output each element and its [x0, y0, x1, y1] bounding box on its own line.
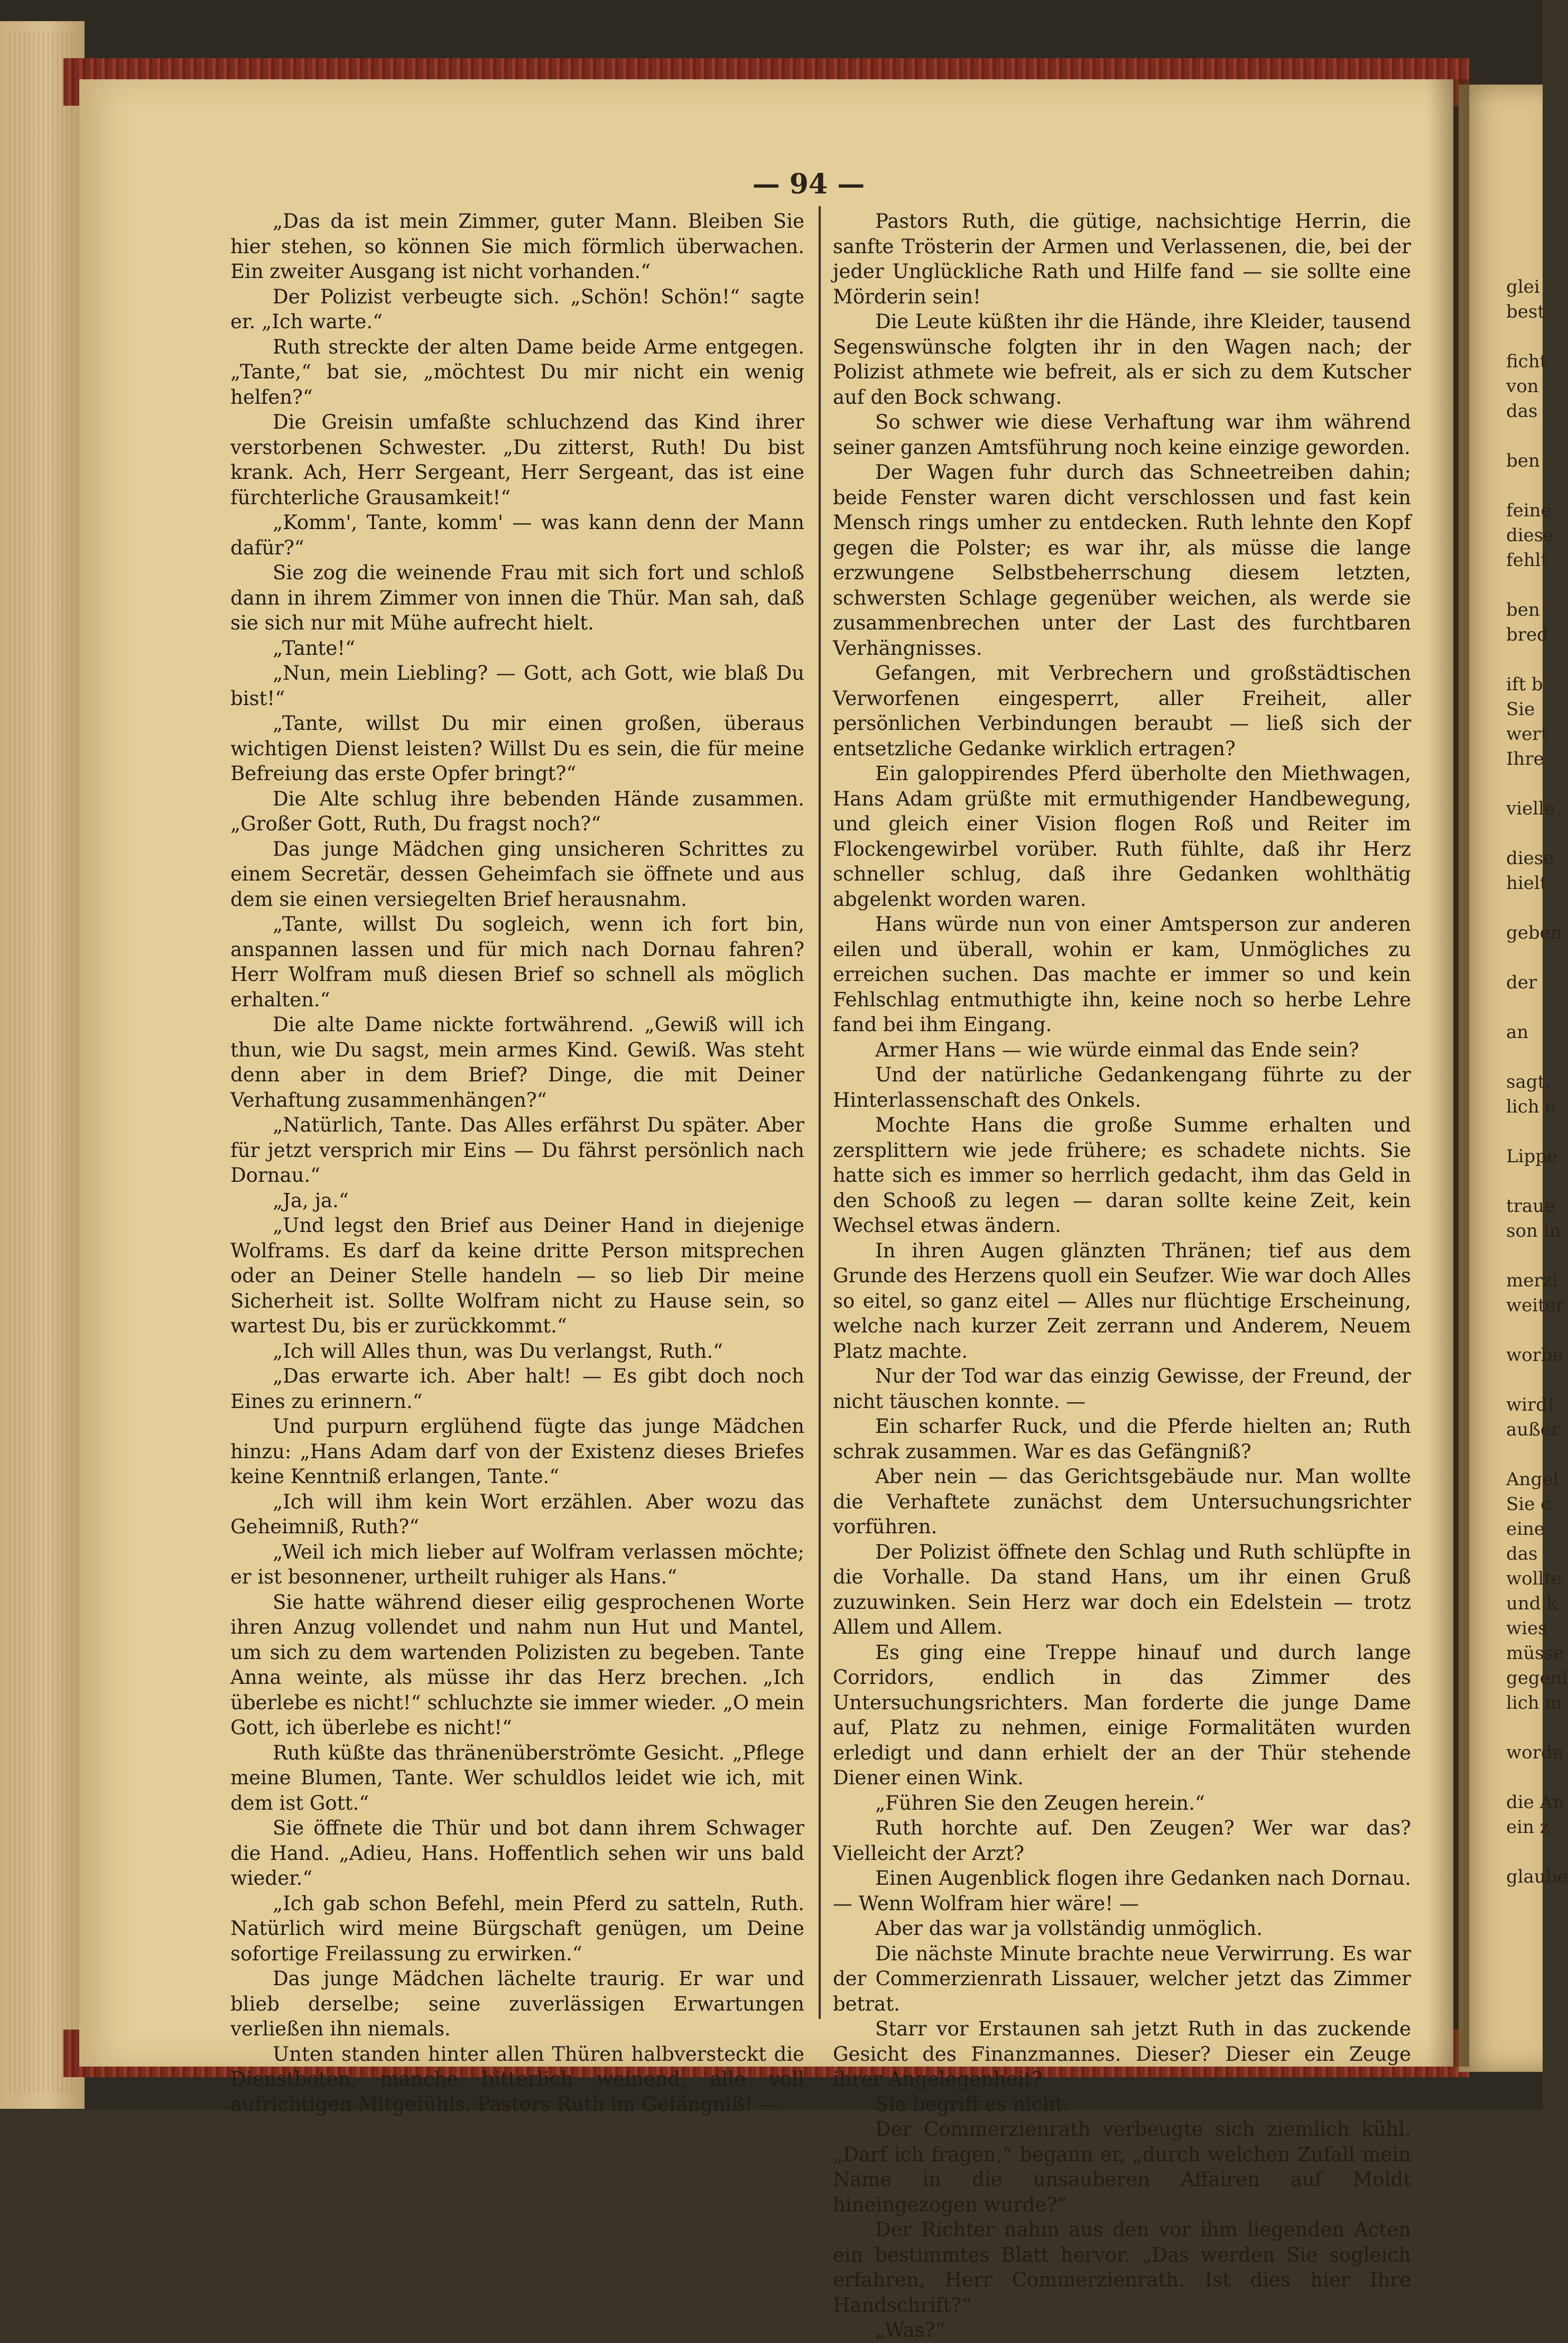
- paragraph: „Tante, willst Du sogleich, wenn ich fort bin, anspannen lassen und für mich nach Dornau fahren? Herr Wolfram muß diesen Brief so schnell als möglich erhalten.“: [230, 913, 804, 1011]
- paragraph: Mochte Hans die große Summe erhalten und zersplittern wie jede frühere; es schadete nichts. Sie hatte sich es immer so herrlich gedacht, ihm das Geld in den Schooß zu legen — daran sollte keine Zeit, kein Wechsel etwas ändern.: [833, 1114, 1411, 1237]
- paragraph: Die nächste Minute brachte neue Verwirrung. Es war der Commerzienrath Lissauer, welcher jetzt das Zimmer betrat.: [833, 1942, 1411, 2015]
- next-page-fragment: [1506, 821, 1543, 846]
- next-page-fragment: [1506, 424, 1543, 449]
- next-page-fragment: glaube: [1506, 1866, 1568, 1887]
- next-page-fragment: diese: [1506, 848, 1554, 869]
- paragraph: Es ging eine Treppe hinauf und durch lange Corridors, endlich in das Zimmer des Untersuchungsrichters. Man forderte die junge Dame auf, Platz zu nehmen, einige Formalitäten wurden erledigt und dann erhielt der an der Thür stehende Diener einen Wink.: [833, 1641, 1411, 1789]
- next-page-fragment: [1506, 573, 1543, 598]
- next-page-fragment: [1506, 946, 1543, 970]
- next-page-fragment: Ihre: [1506, 748, 1544, 770]
- paragraph: Aber nein — das Gerichtsgebäude nur. Man wollte die Verhaftete zunächst dem Untersuchungsrichter vorführen.: [833, 1465, 1411, 1538]
- paragraph: „Komm', Tante, komm' — was kann denn der Mann dafür?“: [230, 511, 804, 559]
- paragraph: „Weil ich mich lieber auf Wolfram verlassen möchte; er ist besonnener, urtheilt ruhiger als Hans.“: [230, 1540, 804, 1588]
- next-page-fragment: [1506, 474, 1543, 498]
- next-page-fragment: Sie c: [1506, 1494, 1551, 1515]
- page-edge-lines: [10, 32, 73, 2093]
- next-page-fragment: ben: [1506, 599, 1540, 621]
- paragraph: Sie öffnete die Thür und bot dann ihrem Schwager die Hand. „Adieu, Hans. Hoffentlich sehen wir uns bald wieder.“: [230, 1817, 804, 1890]
- next-page-fragment: wollte: [1506, 1568, 1562, 1589]
- next-page-fragment: wird!: [1506, 1394, 1555, 1415]
- next-page-fragment: ift b: [1506, 674, 1543, 695]
- next-page-fragment: und k: [1506, 1593, 1557, 1614]
- next-page-fragment: [1506, 1716, 1543, 1740]
- next-page-fragment: [1506, 1840, 1543, 1865]
- next-page-fragment: wies: [1506, 1618, 1547, 1639]
- paragraph: Armer Hans — wie würde einmal das Ende sein?: [875, 1038, 1359, 1061]
- paragraph: „Natürlich, Tante. Das Alles erfährst Du später. Aber für jetzt versprich mir Eins — Du fährst persönlich nach Dornau.“: [230, 1114, 804, 1187]
- column-divider: [819, 206, 821, 2019]
- next-page-fragment: lich e: [1506, 1096, 1556, 1117]
- paragraph: Sie zog die weinende Frau mit sich fort und schloß dann in ihrem Zimmer von innen die Thür. Man sah, daß sie sich nur mit Mühe aufrecht hielt.: [230, 561, 804, 634]
- paragraph: Ruth streckte der alten Dame beide Arme entgegen. „Tante,“ bat sie, „möchtest Du mir nicht ein wenig helfen?“: [230, 335, 804, 409]
- next-page-fragment: [1506, 647, 1543, 672]
- paragraph: Starr vor Erstaunen sah jetzt Ruth in das zuckende Gesicht des Finanzmannes. Dieser? Dieser ein Zeuge ihrer Angelegenheit?: [833, 2017, 1411, 2090]
- next-page-fragment: worde: [1506, 1742, 1563, 1763]
- next-page-fragment: [1506, 1169, 1543, 1194]
- next-page-fragment: außer: [1506, 1419, 1560, 1440]
- paragraph: Ein scharfer Ruck, und die Pferde hielten an; Ruth schrak zusammen. War es das Gefängniß?: [833, 1415, 1411, 1463]
- next-page-fragment: fehlt: [1506, 550, 1548, 571]
- paragraph: „Das erwarte ich. Aber halt! — Es gibt doch noch Eines zu erinnern.“: [230, 1365, 804, 1413]
- left-text-column: [230, 209, 804, 2116]
- next-page-fragment: eine: [1506, 1518, 1545, 1540]
- next-page-fragment: [1506, 325, 1543, 349]
- next-page-fragment: weiter: [1506, 1295, 1565, 1316]
- next-page-fragment: feine: [1506, 500, 1552, 521]
- paragraph: Ein galoppirendes Pferd überholte den Miethwagen, Hans Adam grüßte mit ermuthigender Handbewegung, und gleich einer Vision flogen Roß und Reiter im Flockengewirbel vorüber. Ruth fühlte, daß ihr Herz schneller schlug, daß ihre Gedanken wohlthätig abgelenkt worden waren.: [833, 762, 1411, 911]
- paragraph: Die alte Dame nickte fortwährend. „Gewiß will ich thun, wie Du sagst, mein armes Kind. Gewiß. Was steht denn aber in dem Brief? Dinge, die mit Deiner Verhaftung zusammenhängen?“: [230, 1013, 804, 1112]
- next-page-fragment: das: [1506, 1543, 1538, 1564]
- paragraph: Der Polizist öffnete den Schlag und Ruth schlüpfte in die Vorhalle. Da stand Hans, um ihr einen Gruß zuzuwinken. Sein Herz war doch ein Edelstein — trotz Allem und Allem.: [833, 1540, 1411, 1638]
- next-page-fragment: ben: [1506, 450, 1540, 471]
- paragraph: Der Richter nahm aus den vor ihm liegenden Acten ein bestimmtes Blatt hervor. „Das werden Sie sogleich erfahren, Herr Commerzienrath. Ist dies hier Ihre Handschrift?“: [833, 2218, 1411, 2317]
- paragraph: Das junge Mädchen lächelte traurig. Er war und blieb derselbe; seine zuverlässigen Erwartungen verließen ihn niemals.: [230, 1967, 804, 2040]
- next-page-fragment: ficht: [1506, 351, 1547, 372]
- paragraph: Ruth küßte das thränenüberströmte Gesicht. „Pflege meine Blumen, Tante. Wer schuldlos leidet wie ich, mit dem ist Gott.“: [230, 1741, 804, 1814]
- paragraph: Der Wagen fuhr durch das Schneetreiben dahin; beide Fenster waren dicht verschlossen und fast kein Mensch rings umher zu entdecken. Ruth lehnte den Kopf gegen die Polster; es war ihr, als müsse die lange erzwungene Selbstbeherrschung diesem letzten, schwersten Schlage gegenüber weichen, als werde sie zusammenbrechen unter der Last des furchtbaren Verhängnisses.: [833, 461, 1411, 660]
- paragraph: „Ja, ja.“: [273, 1189, 349, 1212]
- paragraph: Und purpurn erglühend fügte das junge Mädchen hinzu: „Hans Adam darf von der Existenz dieses Briefes keine Kenntniß erlangen, Tante.“: [230, 1415, 804, 1488]
- paragraph: „Tante!“: [273, 636, 356, 660]
- next-page-fragment: best: [1506, 301, 1545, 322]
- paragraph: Und der natürliche Gedankengang führte zu der Hinterlassenschaft des Onkels.: [833, 1063, 1411, 1112]
- next-page-fragment: diese: [1506, 525, 1554, 546]
- next-page-fragment: hielt: [1506, 873, 1547, 894]
- paragraph: „Ich will ihm kein Wort erzählen. Aber wozu das Geheimniß, Ruth?“: [230, 1490, 804, 1538]
- gutter-shadow: [1427, 79, 1469, 2067]
- next-page-fragment: der: [1506, 972, 1537, 993]
- next-page-fragment: vielle: [1506, 798, 1555, 819]
- paragraph: Der Polizist verbeugte sich. „Schön! Schön!“ sagte er. „Ich warte.“: [230, 285, 804, 333]
- next-page-fragment: gegeni: [1506, 1668, 1568, 1689]
- next-page-fragment: glei: [1506, 276, 1540, 298]
- page-number: — 94 —: [752, 168, 865, 200]
- paragraph: Sie begriff es nicht.: [875, 2092, 1070, 2116]
- next-page-fragment: traue: [1506, 1196, 1555, 1217]
- next-page-fragment: [1506, 1442, 1543, 1467]
- paragraph: Die Leute küßten ihr die Hände, ihre Kleider, tausend Segenswünsche folgten ihr in den Wagen nach; der Polizist athmete wie befreit, als er sich zu dem Kutscher auf den Bock schwang.: [833, 310, 1411, 409]
- next-page-fragment: das: [1506, 401, 1538, 422]
- next-page-fragment: [1506, 1765, 1543, 1790]
- next-page-fragment: [1506, 1244, 1543, 1268]
- paragraph: „Das da ist mein Zimmer, guter Mann. Bleiben Sie hier stehen, so können Sie mich förmlich überwachen. Ein zweiter Ausgang ist nicht vorhanden.“: [230, 210, 804, 283]
- next-page-fragment: worbe: [1506, 1345, 1563, 1366]
- next-page-fragment: von: [1506, 376, 1539, 397]
- next-page-fragment: Angel: [1506, 1469, 1559, 1490]
- paragraph: Ruth horchte auf. Den Zeugen? Wer war das? Vielleicht der Arzt?: [833, 1817, 1411, 1865]
- paragraph: Die Greisin umfaßte schluchzend das Kind ihrer verstorbenen Schwester. „Du zitterst, Ruth! Du bist krank. Ach, Herr Sergeant, Herr Sergeant, das ist eine fürchterliche Grausamkeit!“: [230, 411, 804, 509]
- paragraph: „Führen Sie den Zeugen herein.“: [875, 1791, 1205, 1814]
- paragraph: Hans würde nun von einer Amtsperson zur anderen eilen und überall, wohin er kam, Unmögliches zu erreichen suchen. Das machte er immer so und kein Fehlschlag entmuthigte ihn, keine noch so herbe Lehre fand bei ihm Eingang.: [833, 913, 1411, 1036]
- next-page-fragment: [1506, 995, 1543, 1020]
- paragraph: „Ich will Alles thun, was Du verlangst, Ruth.“: [273, 1339, 723, 1363]
- right-text-column: [833, 209, 1411, 2341]
- paragraph: Pastors Ruth, die gütige, nachsichtige Herrin, die sanfte Trösterin der Armen und Verlassenen, die, bei der jeder Unglückliche Rath und Hilfe fand — sie sollte eine Mörderin sein!: [833, 210, 1411, 308]
- next-page-fragment: [1506, 1045, 1543, 1070]
- paragraph: „Tante, willst Du mir einen großen, überaus wichtigen Dienst leisten? Willst Du es sein, die für meine Befreiung das erste Opfer bringt?“: [230, 712, 804, 785]
- paragraph: „Nun, mein Liebling? — Gott, ach Gott, wie blaß Du bist!“: [230, 662, 804, 710]
- next-page-fragment: die An: [1506, 1792, 1565, 1813]
- paragraph: Das junge Mädchen ging unsicheren Schrittes zu einem Secretär, dessen Geheimfach sie öffnete und aus dem sie einen versiegelten Brief herausnahm.: [230, 837, 804, 911]
- paragraph: „Ich gab schon Befehl, mein Pferd zu satteln, Ruth. Natürlich wird meine Bürgschaft genügen, um Deine sofortige Freilassung zu erwirken.“: [230, 1892, 804, 1965]
- next-page-fragment: [1506, 896, 1543, 921]
- next-page-fragment: wert: [1506, 724, 1548, 745]
- next-page-fragment: ein z: [1506, 1817, 1550, 1838]
- next-page-fragment: [1506, 772, 1543, 797]
- paragraph: In ihren Augen glänzten Thränen; tief aus dem Grunde des Herzens quoll ein Seufzer. Wie war doch Alles so eitel, so ganz eitel — Alles nur flüchtige Erscheinung, welche nach kurzer Zeit zerrann und Anderem, Neuem Platz machte.: [833, 1239, 1411, 1363]
- next-page-fragment: Sie: [1506, 699, 1535, 720]
- next-page-fragment: [1506, 1119, 1543, 1144]
- next-page-fragment: [1506, 1368, 1543, 1393]
- next-page-fragment: müsse: [1506, 1643, 1564, 1664]
- next-page-fragment: bred: [1506, 624, 1548, 645]
- paragraph: Sie hatte während dieser eilig gesprochenen Worte ihren Anzug vollendet und nahm nun Hut und Mantel, um sich zu dem wartenden Polizisten zu begeben. Tante Anna weinte, als müsse ihr das Herz brechen. „Ich überlebe es nicht!“ schluchzte sie immer wieder. „O mein Gott, ich überlebe es nicht!“: [230, 1590, 804, 1739]
- next-page-fragment: lich m: [1506, 1692, 1562, 1714]
- next-page-fragment: son in: [1506, 1220, 1561, 1242]
- next-page-fragment: Lippe: [1506, 1146, 1558, 1167]
- next-page-fragment: an: [1506, 1022, 1529, 1043]
- next-page-fragment: sagt.: [1506, 1071, 1551, 1092]
- next-page-fragment: geben: [1506, 922, 1562, 943]
- paragraph: Gefangen, mit Verbrechern und großstädtischen Verworfenen eingesperrt, aller Freiheit, aller persönlichen Verbindungen beraubt — ließ sich der entsetzliche Gedanke wirklich ertragen?: [833, 662, 1411, 760]
- next-page-fragment: merzi: [1506, 1270, 1558, 1291]
- paragraph: So schwer wie diese Verhaftung war ihm während seiner ganzen Amtsführung noch keine einzige geworden.: [833, 411, 1411, 459]
- paragraph: „Was?“: [875, 2319, 945, 2341]
- next-page-fragment: [1506, 1318, 1543, 1343]
- paragraph: Einen Augenblick flogen ihre Gedanken nach Dornau. — Wenn Wolfram hier wäre! —: [833, 1867, 1411, 1915]
- paragraph: „Und legst den Brief aus Deiner Hand in diejenige Wolframs. Es darf da keine dritte Person mitsprechen oder an Deiner Stelle handeln — so lieb Dir meine Sicherheit ist. Sollte Wolfram nicht zu Hause sein, so wartest Du, bis er zurückkommt.“: [230, 1214, 804, 1337]
- paragraph: Aber das war ja vollständig unmöglich.: [875, 1917, 1263, 1940]
- paragraph: Die Alte schlug ihre bebenden Hände zusammen. „Großer Gott, Ruth, Du fragst noch?“: [230, 787, 804, 835]
- paragraph: Der Commerzienrath verbeugte sich ziemlich kühl. „Darf ich fragen,“ begann er, „durch welchen Zufall mein Name in die unsauberen Affairen auf Moldt hineingezogen wurde?“: [833, 2118, 1411, 2216]
- paragraph: Nur der Tod war das einzig Gewisse, der Freund, der nicht täuschen konnte. —: [833, 1365, 1411, 1413]
- next-page-text-fragments: [1506, 275, 1568, 2125]
- paragraph: Unten standen hinter allen Thüren halbversteckt die Dienstboten, manche bitterlich weinend, alle voll aufrichtigen Mitgefühls. Pastors Ruth im Gefängniß! —: [230, 2042, 804, 2116]
